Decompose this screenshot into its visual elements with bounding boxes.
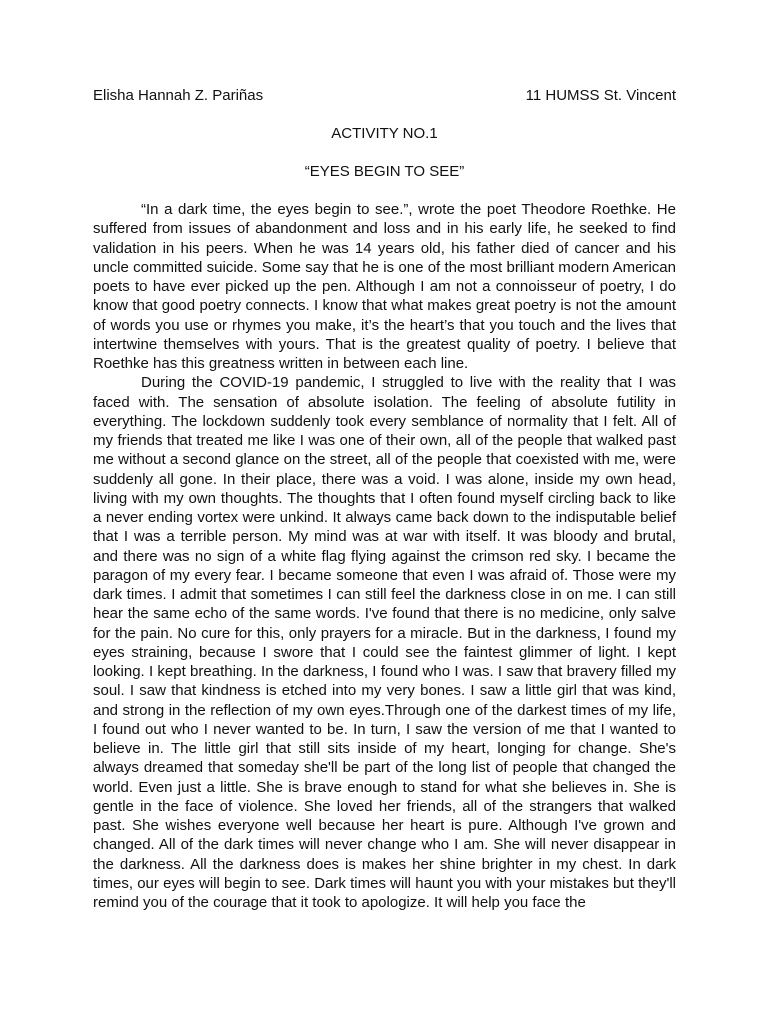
paragraph-1: “In a dark time, the eyes begin to see.”, wrote the poet Theodore Roethke. He suffered from issues of abandonment and loss and in his early life, he seeked to find validation in his peers. When he was 14 years old, his father died of cancer and his uncle committed suicide. Some say that he is one of the most brilliant modern American poets to have ever picked up the pen. Although I am not a connoisseur of poetry, I do know that good poetry connects. I know that what makes great poetry is not the amount of words you use or rhymes you make, it’s the heart’s that you touch and the lives that intertwine themselves with yours. That is the greatest quality of poetry. I believe that Roethke has this greatness written in between each line. (93, 201, 676, 372)
document-header (93, 86, 676, 105)
paragraph-2: During the COVID-19 pandemic, I struggled to live with the reality that I was faced with. The sensation of absolute isolation. The feeling of absolute futility in everything. The lockdown suddenly took every semblance of normality that I felt. All of my friends that treated me like I was one of their own, all of the people that walked past me without a second glance on the street, all of the people that coexisted with me, were suddenly all gone. In their place, there was a void. I was alone, inside my own head, living with my own thoughts. The thoughts that I often found myself circling back to like a never ending vortex were unkind. It always came back down to the indisputable belief that I was a terrible person. My mind was at war with itself. It was bloody and brutal, and there was no sign of a white flag flying against the crimson red sky. I became the paragon of my every fear. I became someone that even I was afraid of. Those were my dark times. I admit that sometimes I can still feel the darkness close in on me. I can still hear the same echo of the same words. I've found that there is no medicine, only salve for the pain. No cure for this, only prayers for a miracle. But in the darkness, I found my eyes straining, because I swore that I could see the faintest glimmer of light. I kept looking. I kept breathing. In the darkness, I found who I was. I saw that bravery filled my soul. I saw that kindness is etched into my very bones. I saw a little girl that was kind, and strong in the reflection of my own eyes.Through one of the darkest times of my life, I found out who I never wanted to be. In turn, I saw the version of me that I wanted to believe in. The little girl that still sits inside of my heart, longing for change. She's always dreamed that someday she'll be part of the long list of people that changed the world. Even just a little. She is brave enough to stand for what she believes in. She is gentle in the face of violence. She loved her friends, all of the strangers that walked past. She wishes everyone well because her heart is pure. Although I've grown and changed. All of the dark times will never change who I am. She will never disappear in the darkness. All the darkness does is makes her shine brighter in my chest. In dark times, our eyes will begin to see. Dark times will haunt you with your mistakes but they'll remind you of the courage that it took to apologize. It will help you face the (93, 374, 676, 911)
essay-title: “EYES BEGIN TO SEE” (304, 163, 465, 180)
essay-body (93, 200, 676, 912)
class-section: 11 HUMSS St. Vincent (525, 87, 676, 104)
activity-label: ACTIVITY NO.1 (331, 125, 438, 142)
author-name: Elisha Hannah Z. Pariñas (93, 87, 264, 104)
document-page (93, 86, 676, 912)
